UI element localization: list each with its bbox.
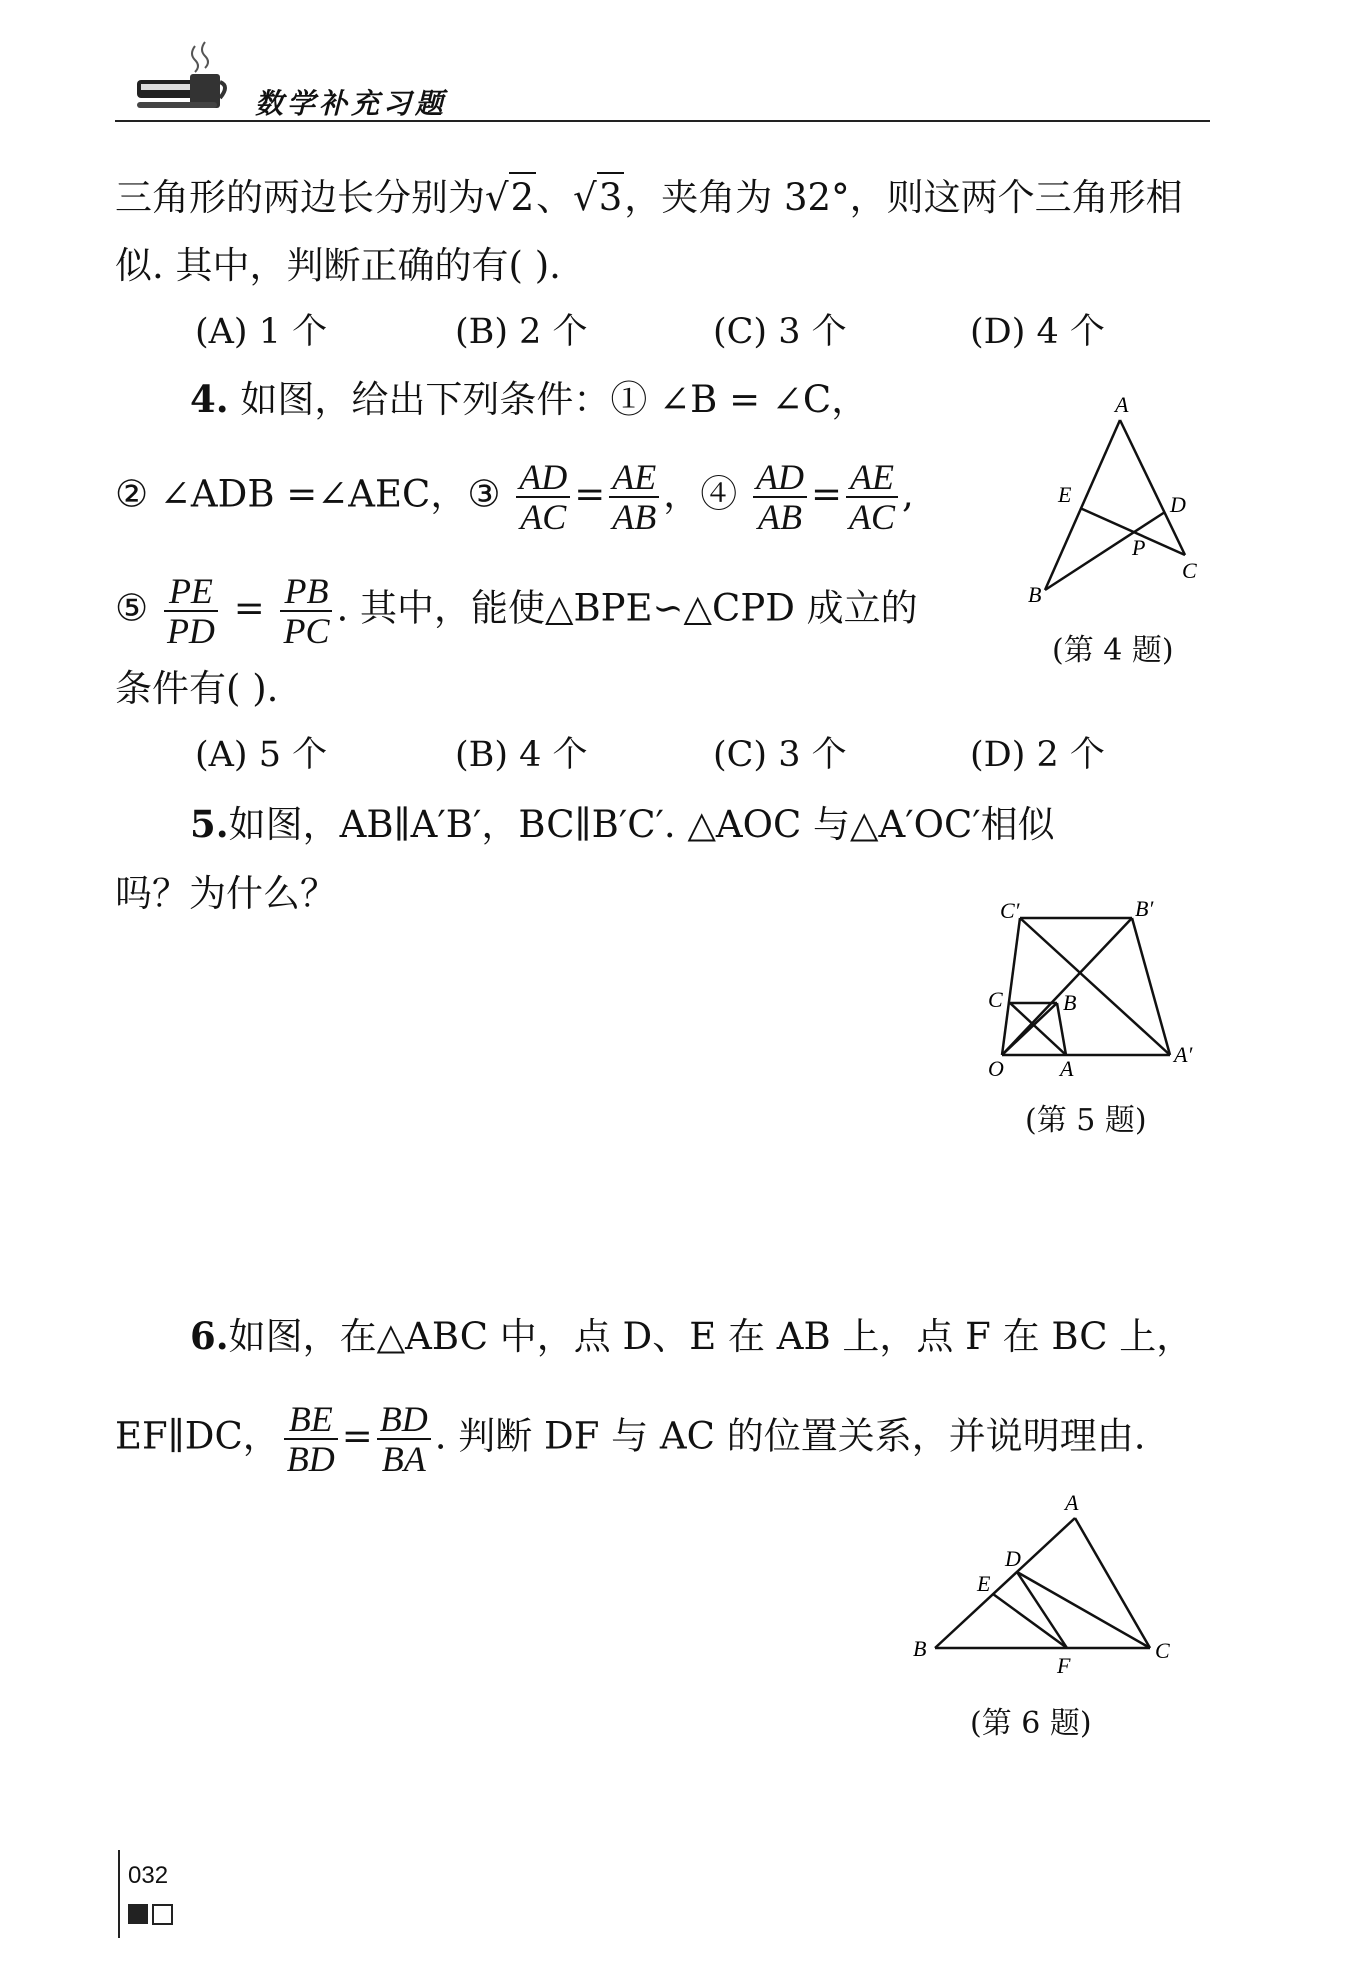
q4-option-a: (A) 5 个: [195, 735, 328, 775]
q6-label-a: A: [1065, 1490, 1079, 1515]
q4-frac3-right: $\frac{AE}{AB}$: [609, 458, 659, 536]
q3-option-b: (B) 2 个: [455, 312, 588, 352]
q6-label-e: E: [977, 1571, 991, 1596]
q6-line1: 6.如图，在△ABC 中，点 D、E 在 AB 上，点 F 在 BC 上，: [190, 1314, 1194, 1358]
q4-line3: ⑤ $\frac{PE}{PD}$ = $\frac{PB}{PC}$ . 其中，能使△BPE∽△CPD 成立的: [115, 571, 918, 651]
q6-figure: [905, 1488, 1185, 1678]
q4-frac4-right: $\frac{AE}{AC}$: [846, 458, 898, 536]
q5-line1: 5.如图，AB∥A′B′，BC∥B′C′. △AOC 与△A′OC′相似: [190, 802, 1055, 846]
q5-figure: [980, 900, 1210, 1080]
q5-label-a2: A′: [1174, 1042, 1193, 1067]
q4-label-c: C: [1182, 558, 1197, 583]
q4-label-b: B: [1028, 582, 1042, 607]
book-cup-icon: [135, 38, 230, 118]
q6-caption: (第 6 题): [970, 1706, 1092, 1741]
q5-caption: (第 5 题): [1025, 1103, 1147, 1138]
header-rule: [115, 120, 1210, 122]
q6-label-f: F: [1057, 1653, 1071, 1678]
q6-line2: EF∥DC， $\frac{BE}{BD}$ = $\frac{BD}{BA}$ . 判断 DF 与 AC 的位置关系，并说明理由.: [115, 1399, 1146, 1479]
page-number: 032: [128, 1862, 169, 1889]
q5-label-b2: B′: [1135, 900, 1154, 921]
q5-label-c2: C′: [1000, 900, 1020, 923]
q4-label-p: P: [1132, 535, 1146, 560]
empty-square-icon: [152, 1904, 173, 1925]
q5-label-o: O: [988, 1056, 1004, 1080]
q4-frac4-left: $\frac{AD}{AB}$: [753, 458, 807, 536]
q4-line1: 4. 如图，给出下列条件：① ∠B = ∠C，: [190, 377, 869, 421]
q4-frac5-left: $\frac{PE}{PD}$: [164, 572, 218, 650]
q6-label-d: D: [1005, 1546, 1021, 1571]
q4-caption: (第 4 题): [1052, 633, 1174, 668]
q4-option-b: (B) 4 个: [455, 735, 588, 775]
footer-bar: [118, 1850, 120, 1938]
q4-line2: ② ∠ADB =∠AEC，③ $\frac{AD}{AC}$ = $\frac{AE}{AB}$ ，④ $\frac{AD}{AB}$ = $\frac{AE}{AC}$ ,: [115, 457, 914, 537]
q4-line4: 条件有( ).: [115, 667, 279, 710]
q4-figure: [1020, 390, 1210, 620]
filled-square-icon: [128, 1904, 148, 1924]
q3-option-d: (D) 4 个: [970, 312, 1105, 352]
q5-label-b: B: [1063, 990, 1077, 1015]
q4-frac5-right: $\frac{PB}{PC}$: [280, 572, 332, 650]
q6-frac-left: $\frac{BE}{BD}$: [284, 1400, 338, 1478]
q5-label-c: C: [988, 987, 1003, 1012]
q5-label-a: A: [1060, 1056, 1074, 1080]
q3-option-c: (C) 3 个: [713, 312, 847, 352]
q5-line2: 吗？为什么？: [115, 872, 337, 915]
q4-label-a: A: [1115, 392, 1129, 417]
q6-label-b: B: [913, 1636, 927, 1661]
q3-option-a: (A) 1 个: [195, 312, 328, 352]
q4-option-d: (D) 2 个: [970, 735, 1105, 775]
q4-option-c: (C) 3 个: [713, 735, 847, 775]
header-title: 数学补充习题: [255, 87, 448, 120]
q6-frac-right: $\frac{BD}{BA}$: [377, 1400, 431, 1478]
q4-label-e: E: [1058, 482, 1072, 507]
q4-label-d: D: [1170, 492, 1186, 517]
q3-line2: 似. 其中，判断正确的有( ).: [115, 244, 561, 287]
q3-line1: 三角形的两边长分别为√2、√3，夹角为 32°，则这两个三角形相: [115, 172, 1183, 222]
q6-label-c: C: [1155, 1638, 1170, 1663]
q4-frac3-left: $\frac{AD}{AC}$: [516, 458, 570, 536]
